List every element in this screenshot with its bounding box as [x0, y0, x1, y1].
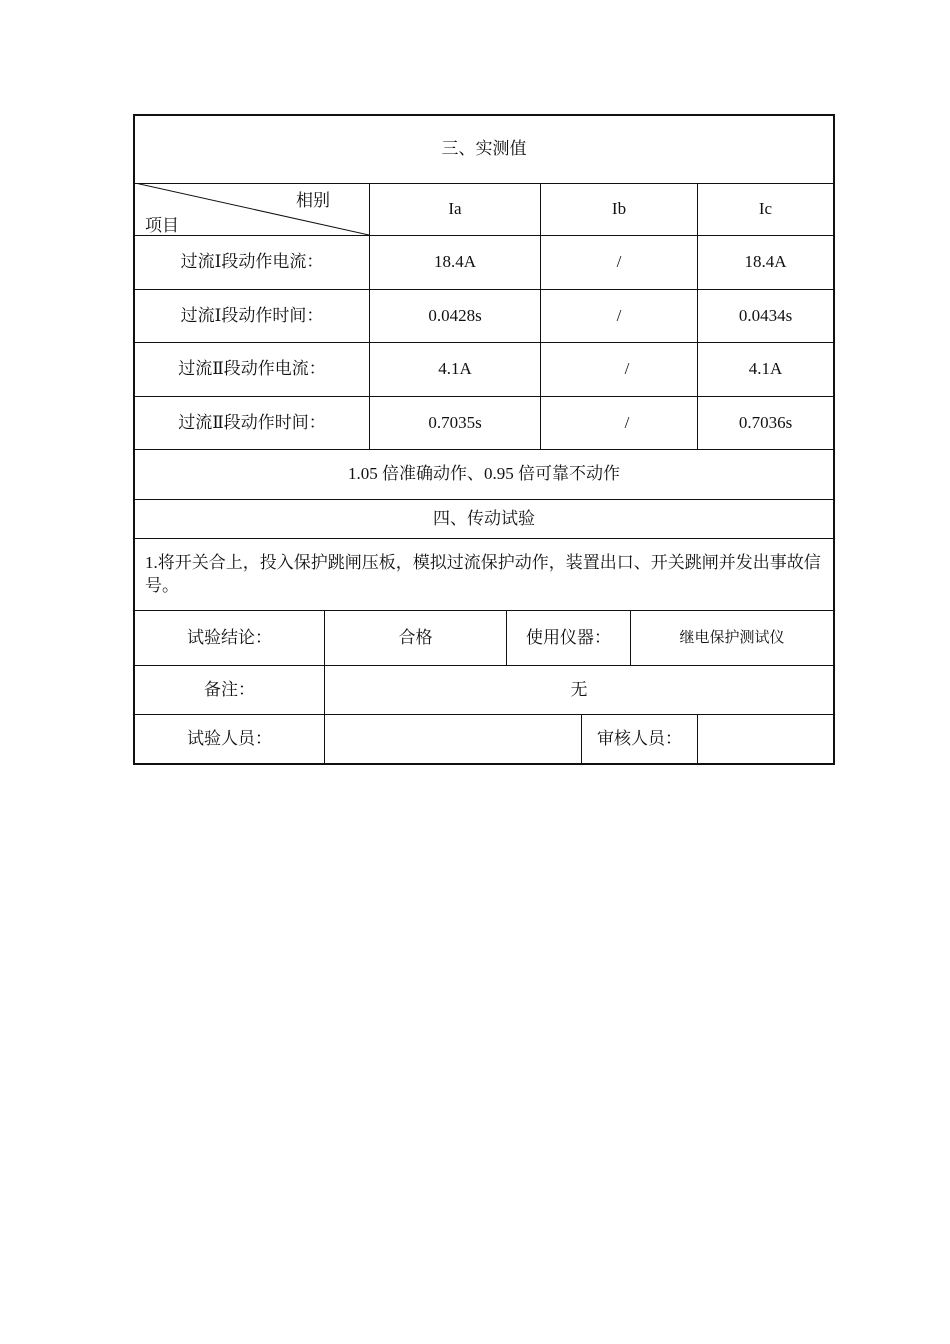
row-label: 过流Ⅱ段动作电流：	[178, 359, 326, 379]
remarks-label: 备注：	[204, 679, 255, 699]
cell-ib: /	[616, 305, 622, 325]
conclusion-label: 试验结论：	[187, 627, 272, 647]
transmission-test-description: 1.将开关合上，投入保护跳闸压板，模拟过流保护动作，装置出口、开关跳闸并发出事故信号。	[145, 552, 821, 595]
cell-ic: 0.0434s	[738, 305, 793, 325]
cell-ib: /	[624, 359, 630, 379]
cell-ia: 18.4A	[433, 252, 477, 272]
column-header-ia: Ia	[448, 199, 462, 219]
cell-ia: 4.1A	[438, 359, 472, 379]
cell-ic: 4.1A	[748, 359, 783, 379]
column-header-ic: Ic	[758, 199, 773, 219]
row-label: 过流Ⅰ段动作时间：	[180, 305, 324, 325]
conclusion-value: 合格	[398, 627, 433, 647]
section-3-title: 三、实测值	[441, 139, 527, 159]
column-header-ib: Ib	[611, 199, 627, 219]
cell-ia: 0.7035s	[428, 412, 482, 432]
remarks-value: 无	[570, 679, 588, 699]
test-report-table	[133, 114, 835, 765]
reviewer-value	[698, 715, 833, 763]
instrument-label: 使用仪器：	[526, 627, 611, 647]
tester-label: 试验人员：	[187, 728, 272, 748]
corner-header-item: 项目	[145, 216, 179, 235]
cell-ic: 18.4A	[744, 252, 787, 272]
section-4-title: 四、传动试验	[433, 508, 535, 528]
cell-ia: 0.0428s	[428, 305, 482, 325]
accuracy-note: 1.05 倍准确动作、0.95 倍可靠不动作	[348, 464, 620, 484]
instrument-value: 继电保护测试仪	[679, 629, 785, 646]
reviewer-label: 审核人员：	[597, 728, 682, 748]
row-label: 过流Ⅰ段动作电流：	[180, 252, 324, 272]
cell-ic: 0.7036s	[738, 412, 793, 432]
corner-header-phase: 相别	[296, 191, 330, 210]
cell-ib: /	[624, 412, 630, 432]
row-label: 过流Ⅱ段动作时间：	[178, 412, 326, 432]
tester-value	[325, 715, 581, 763]
cell-ib: /	[616, 252, 622, 272]
